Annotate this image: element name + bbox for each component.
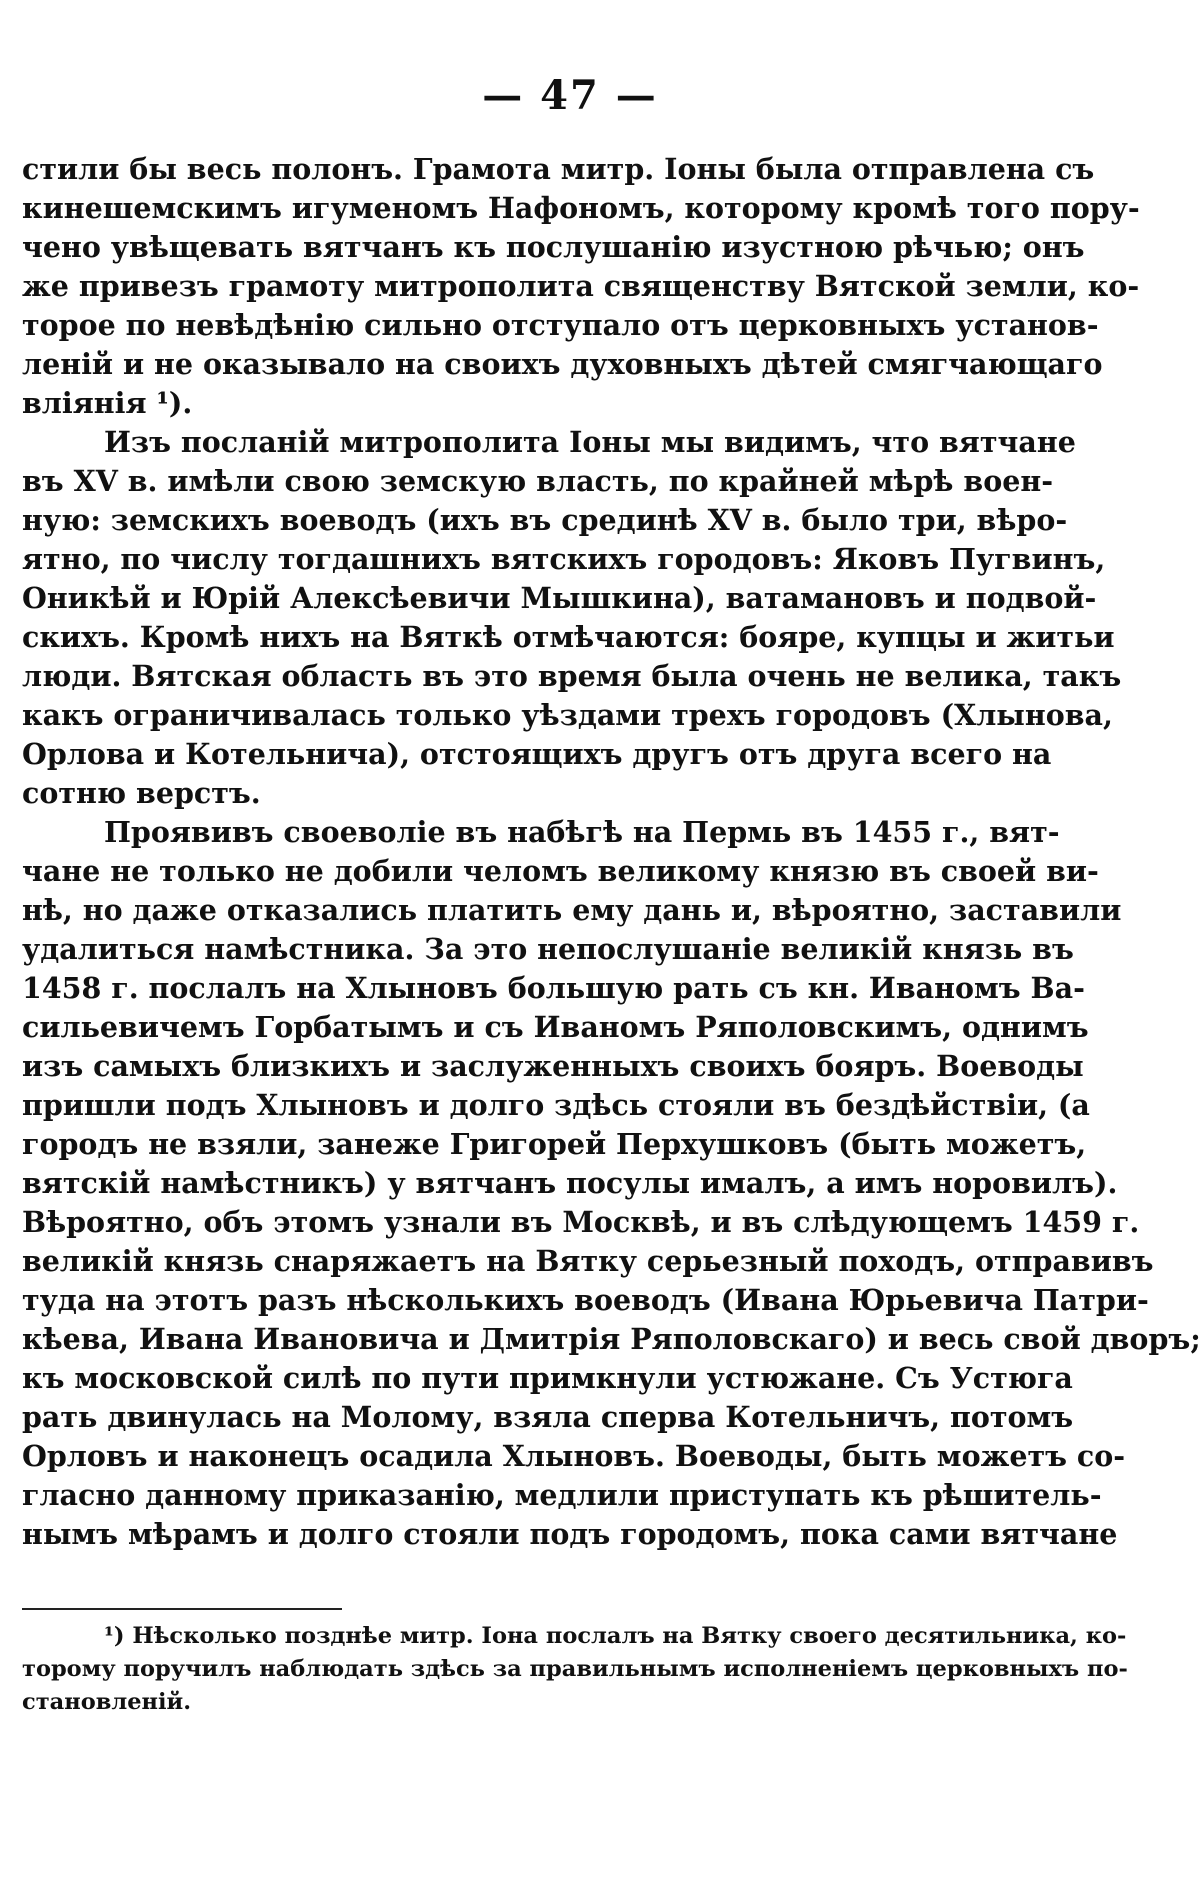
text-line: городъ не взяли, занеже Григорей Перхушковъ (быть можетъ,	[22, 1127, 1087, 1161]
text-line: кѣева, Ивана Ивановича и Дмитрія Ряполовскаго) и весь свой дворъ;	[22, 1322, 1201, 1356]
body-text	[22, 150, 1201, 1554]
text-line: нѣ, но даже отказались платить ему дань и, вѣроятно, заставили	[22, 893, 1122, 927]
text-line: гласно данному приказанію, медлили приступать къ рѣшитель-	[22, 1478, 1102, 1512]
text-line: изъ самыхъ близкихъ и заслуженныхъ своихъ бояръ. Воеводы	[22, 1049, 1084, 1083]
text-line: скихъ. Кромѣ нихъ на Вяткѣ отмѣчаются: бояре, купцы и житьи	[22, 620, 1115, 654]
footnote-line: ¹) Нѣсколько позднѣе митр. Іона послалъ на Вятку своего десятильника, ко-	[104, 1623, 1127, 1649]
text-line: кинешемскимъ игуменомъ Нафономъ, которому кромѣ того пору-	[22, 191, 1140, 225]
text-line: Проявивъ своеволіе въ набѣгѣ на Пермь въ 1455 г., вят-	[104, 815, 1060, 849]
text-line: 1458 г. послалъ на Хлыновъ большую рать съ кн. Иваномъ Ва-	[22, 971, 1085, 1005]
text-line: въ XV в. имѣли свою земскую власть, по крайней мѣрѣ воен-	[22, 464, 1054, 498]
text-line: же привезъ грамоту митрополита священству Вятской земли, ко-	[22, 269, 1140, 303]
text-line: нымъ мѣрамъ и долго стояли подъ городомъ, пока сами вятчане	[22, 1517, 1118, 1551]
text-line: стили бы весь полонъ. Грамота митр. Іоны была отправлена съ	[22, 152, 1095, 186]
text-line: Оникѣй и Юрій Алексѣевичи Мышкина), ватамановъ и подвой-	[22, 581, 1097, 615]
text-line: чане не только не добили челомъ великому князю въ своей ви-	[22, 854, 1099, 888]
text-line: ную: земскихъ воеводъ (ихъ въ срединѣ XV в. было три, вѣро-	[22, 503, 1068, 537]
text-line: къ московской силѣ по пути примкнули устюжане. Съ Устюга	[22, 1361, 1073, 1395]
text-line: леній и не оказывало на своихъ духовныхъ дѣтей смягчающаго	[22, 347, 1103, 381]
text-line: ятно, по числу тогдашнихъ вятскихъ городовъ: Яковъ Пугвинъ,	[22, 542, 1106, 576]
text-line: Вѣроятно, объ этомъ узнали въ Москвѣ, и въ слѣдующемъ 1459 г.	[22, 1205, 1140, 1239]
text-line: рать двинулась на Молому, взяла сперва Котельничъ, потомъ	[22, 1400, 1074, 1434]
footnote	[22, 1620, 1128, 1719]
text-line: торое по невѣдѣнію сильно отступало отъ церковныхъ установ-	[22, 308, 1099, 342]
text-line: чено увѣщевать вятчанъ къ послушанію изустною рѣчью; онъ	[22, 230, 1085, 264]
text-line: туда на этотъ разъ нѣсколькихъ воеводъ (Ивана Юрьевича Патри-	[22, 1283, 1149, 1317]
text-line: сильевичемъ Горбатымъ и съ Иваномъ Ряполовскимъ, однимъ	[22, 1010, 1089, 1044]
text-line: Орловъ и наконецъ осадила Хлыновъ. Воеводы, быть можетъ со-	[22, 1439, 1126, 1473]
text-line: вліянія ¹).	[22, 386, 193, 420]
page-number: — 47 —	[482, 72, 658, 119]
text-line: Изъ посланій митрополита Іоны мы видимъ, что вятчане	[104, 425, 1076, 459]
text-line: пришли подъ Хлыновъ и долго здѣсь стояли въ бездѣйствіи, (а	[22, 1088, 1090, 1122]
text-line: люди. Вятская область въ это время была очень не велика, такъ	[22, 659, 1122, 693]
footnote-divider	[22, 1608, 342, 1610]
text-line: Орлова и Котельнича), отстоящихъ другъ отъ друга всего на	[22, 737, 1052, 771]
text-line: вятскій намѣстникъ) у вятчанъ посулы ималъ, а имъ норовилъ).	[22, 1166, 1118, 1200]
text-line: сотню верстъ.	[22, 776, 261, 810]
footnote-line: становленій.	[22, 1689, 192, 1715]
text-line: какъ ограничивалась только уѣздами трехъ городовъ (Хлынова,	[22, 698, 1113, 732]
text-line: великій князь снаряжаетъ на Вятку серьезный походъ, отправивъ	[22, 1244, 1154, 1278]
text-line: удалиться намѣстника. За это непослушаніе великій князь въ	[22, 932, 1074, 966]
footnote-line: торому поручилъ наблюдать здѣсь за правильнымъ исполненіемъ церковныхъ по-	[22, 1656, 1128, 1682]
